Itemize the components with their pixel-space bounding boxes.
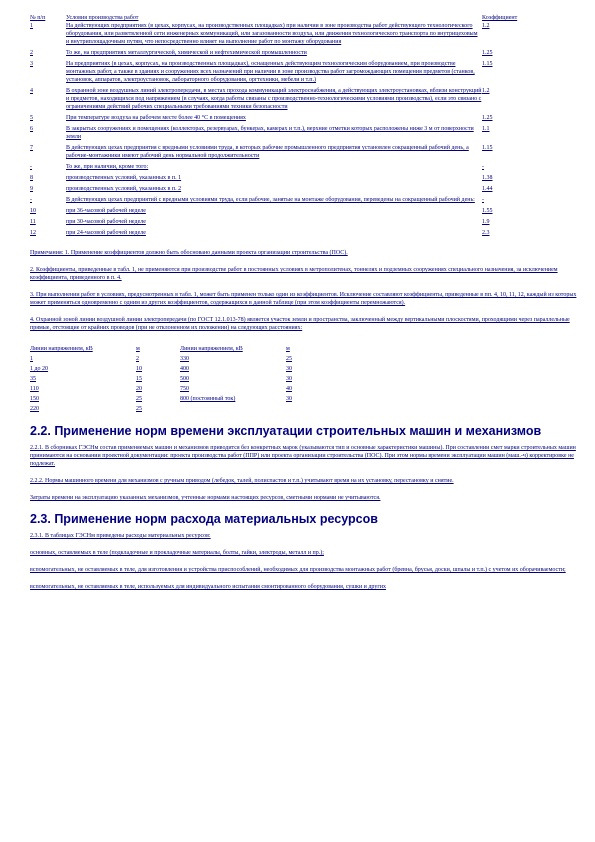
row-number[interactable]: 8 <box>30 175 33 181</box>
row-condition[interactable]: при 24-часовой рабочей неделе <box>66 230 146 236</box>
row-number[interactable]: 7 <box>30 145 33 151</box>
notes <box>30 249 578 332</box>
row-number[interactable]: 12 <box>30 230 36 236</box>
distance-voltage: 35 <box>30 376 36 382</box>
table-row <box>30 229 578 240</box>
row-coefficient[interactable]: 1.15 <box>482 145 493 151</box>
row-number[interactable]: 10 <box>30 208 36 214</box>
distance-voltage <box>180 404 286 414</box>
table-header-row <box>30 14 578 22</box>
row-coefficient[interactable]: 1.25 <box>482 115 493 121</box>
table-row <box>30 185 578 196</box>
row-number[interactable]: 11 <box>30 219 36 225</box>
distance-meters: 30 <box>286 396 292 402</box>
table-row <box>30 207 578 218</box>
row-number[interactable]: 5 <box>30 115 33 121</box>
table-row <box>30 144 578 163</box>
row-condition[interactable]: В действующих цехах предприятий с вредными условиями труда, если рабочие, занятые на монтаже оборудования, переведены на сокращенный рабочий день: <box>66 197 475 203</box>
row-coefficient[interactable]: 1.15 <box>482 61 493 67</box>
row-condition[interactable]: На действующих предприятиях (в цехах, корпусах, на производственных площадках) при наличии в зоне производства работ действующего технологического оборудования, или разветвленной сети инженерных коммуникаций, или загазованности воздуха, или движения технологического транспорта по внутрицеховым и внутриплощадочным путям, что непосредственно влияет на выполнение работ по монтажу оборудования <box>66 23 478 45</box>
row-condition[interactable]: В охранной зоне воздушных линий электропередачи, в местах прохода коммуникаций электроснабжения, а действующих электроустановках, вблизи конструкций и предметов, находящихся под напряжением (в случаях, когда работы связаны с производственно-технологическими условиями производства), если это связано с ограничениями действий рабочих специальными требованиями техники безопасности <box>66 88 482 110</box>
row-condition[interactable]: производственных условий, указанных в п. 1 <box>66 175 182 181</box>
distance-meters: 10 <box>136 366 142 372</box>
table-row <box>30 114 578 125</box>
distance-voltage: 150 <box>30 396 39 402</box>
distance-meters: 15 <box>136 376 142 382</box>
row-coefficient[interactable]: 2.3 <box>482 230 490 236</box>
distance-voltage: 220 <box>30 406 39 412</box>
row-number[interactable]: - <box>30 197 32 203</box>
conditions-table <box>30 14 578 240</box>
header-number: № п/п <box>30 15 46 21</box>
row-number[interactable]: - <box>30 164 32 170</box>
section-2-2-paragraph[interactable]: Затраты времени на эксплуатацию указанных механизмов, учтенные нормами настоящих ресурсов, сметными нормами не учитываются. <box>30 495 381 501</box>
distance-voltage: 800 (постоянный ток) <box>180 396 236 402</box>
row-condition[interactable]: То же, на предприятиях металлургической, химической и нефтехимической промышленности <box>66 50 307 56</box>
distance-voltage: 1 до 20 <box>30 366 49 372</box>
row-coefficient[interactable]: 1.38 <box>482 175 493 181</box>
row-number[interactable]: 1 <box>30 23 33 29</box>
distance-row <box>30 384 326 394</box>
note-4: 4. Охранной зоной линии воздушной линии электропередачи (по ГОСТ 12.1.013-78) является участок земли и пространства, заключенный между вертикальными плоскостями, проходящими через параллельные прямые, отстоящие от крайних проводов (при не отклоненном их положении) на следующих расстояниях: <box>30 317 570 331</box>
section-2-3-paragraph[interactable]: 2.3.1. В таблицах ГЭСНм приведены расходы материальных ресурсов: <box>30 533 211 539</box>
distance-row <box>30 364 326 374</box>
distance-voltage: 110 <box>30 386 39 392</box>
distance-row <box>30 404 326 414</box>
header-coefficient: Коэффициент <box>482 15 518 21</box>
distance-header-m-2: м <box>286 346 290 352</box>
row-condition[interactable]: В закрытых сооружениях и помещениях (коллекторах, резервуарах, бункерах, камерах и т.п.), верхние отметки которых расположены ниже 3 м от поверхности земли <box>66 126 474 140</box>
distance-meters: 25 <box>136 396 142 402</box>
row-condition[interactable]: производственных условий, указанных в п. 2 <box>66 186 182 192</box>
table-row <box>30 218 578 229</box>
distance-header-voltage-1: Линии напряжением, кВ <box>30 346 93 352</box>
distance-header-row <box>30 344 326 354</box>
row-number[interactable]: 9 <box>30 186 33 192</box>
distance-header-m-1: м <box>136 346 140 352</box>
distance-row <box>30 394 326 404</box>
distance-table <box>30 344 326 414</box>
section-2-2-title: 2.2. Применение норм времени эксплуатации строительных машин и механизмов <box>30 424 542 438</box>
row-coefficient[interactable]: - <box>482 197 484 203</box>
table-row <box>30 49 578 60</box>
row-condition[interactable]: при 30-часовой рабочей неделе <box>66 219 146 225</box>
row-coefficient[interactable]: 1.2 <box>482 23 490 29</box>
distance-meters: 30 <box>286 376 292 382</box>
row-number[interactable]: 4 <box>30 88 33 94</box>
distance-meters: 40 <box>286 386 292 392</box>
row-condition[interactable]: В действующих цехах предприятия с вредными условиями труда, в которых рабочие промышленного предприятия установлен сокращенный рабочий день, а рабочие-монтажники имеют рабочий день нормальной продолжительности <box>66 145 469 159</box>
distance-voltage: 330 <box>180 356 189 362</box>
row-coefficient[interactable]: 1.55 <box>482 208 493 214</box>
section-2-3-paragraph[interactable]: основных, оставляемых в теле (подкладочные и прокладочные материалы, болты, гайки, электроды, металл и пр.); <box>30 550 324 556</box>
row-coefficient[interactable]: 1.25 <box>482 50 493 56</box>
distance-voltage: 400 <box>180 366 189 372</box>
row-coefficient[interactable]: 1.9 <box>482 219 490 225</box>
row-number[interactable]: 6 <box>30 126 33 132</box>
section-2-2-paragraph[interactable]: 2.2.2. Нормы машинного времени для механизмов с ручным приводом (лебедок, талей, полиспастов и т.п.) учитывают время на их установку, перестановку и снятие. <box>30 478 454 484</box>
document-page <box>30 14 578 600</box>
note-3: 3. При выполнении работ в условиях, предусмотренных в табл. 1, может быть применен только один из коэффициентов. Исключение составляют коэффициенты, приведенные в пп. 4, 10, 11, 12, каждый из которых может применяться одновременно с одним из других коэффициентов, содержащихся в данной таблице (при этом коэффициенты перемножаются). <box>30 292 577 306</box>
table-row <box>30 22 578 49</box>
distance-voltage: 1 <box>30 356 33 362</box>
row-coefficient[interactable]: - <box>482 164 484 170</box>
distance-header-voltage-2: Линии напряжением, кВ <box>180 346 243 352</box>
row-condition[interactable]: То же, при наличии, кроме того: <box>66 164 149 170</box>
section-2-2-paragraph[interactable]: 2.2.1. В сборниках ГЭСНм состав применяемых машин и механизмов приводится без конкретных марок (указываются тип и основные характеристики машины). При составлении смет марки строительных машин принимаются на основании проектной документации: проекта производства работ (ППР) или проекта организации строительства (ПОС). При этом нормы времени эксплуатации машин (маш.-ч) корректировке не подлежат. <box>30 445 576 467</box>
row-coefficient[interactable]: 1.2 <box>482 88 490 94</box>
table-row <box>30 174 578 185</box>
distance-meters <box>286 404 326 414</box>
distance-meters: 25 <box>286 356 292 362</box>
distance-voltage: 500 <box>180 376 189 382</box>
distance-row <box>30 374 326 384</box>
row-condition[interactable]: На предприятиях (в цехах, корпусах, на производственных площадках), оснащенных действующим технологическим оборудованием, при производстве монтажных работ, а также в зданиях и сооружениях всех назначений при наличии в зоне производства работ загромождающих помещения предметов (станков, установок, аппаратов, электроустановок, лабораторного оборудования, оргтехники, мебели и т.п.) <box>66 61 475 83</box>
section-2-3-paragraph[interactable]: вспомогательных, не оставляемых в теле, используемых для индивидуального испытания смонтированного оборудования, сушки и других <box>30 584 387 590</box>
distance-meters: 30 <box>286 366 292 372</box>
row-number[interactable]: 3 <box>30 61 33 67</box>
note-1: Примечания: 1. Применение коэффициентов должно быть обосновано данными проекта организации строительства (ПОС). <box>30 250 348 256</box>
distance-meters: 20 <box>136 386 142 392</box>
row-condition[interactable]: При температуре воздуха на рабочем месте более 40 °С в помещениях <box>66 115 246 121</box>
row-coefficient[interactable]: 1.44 <box>482 186 493 192</box>
table-row <box>30 196 578 207</box>
row-number[interactable]: 2 <box>30 50 33 56</box>
table-row <box>30 87 578 114</box>
distance-meters: 2 <box>136 356 139 362</box>
row-coefficient[interactable]: 1.1 <box>482 126 490 132</box>
distance-row <box>30 354 326 364</box>
header-conditions: Условия производства работ <box>66 15 139 21</box>
section-2-3-title: 2.3. Применение норм расхода материальных ресурсов <box>30 512 378 526</box>
table-row <box>30 125 578 144</box>
table-row <box>30 60 578 87</box>
note-2: 2. Коэффициенты, приведенные в табл. 1, не применяются при производстве работ в постоянных условиях в метрополитенах, тоннелях и подземных сооружениях специального назначения, за исключением коэффициента, приведенного в п. 4. <box>30 267 558 281</box>
distance-voltage: 750 <box>180 386 189 392</box>
section-2-3-paragraph[interactable]: вспомогательных, не оставляемых в теле, для изготовления и устройства приспособлений, необходимых для производства монтажных работ (бревна, брусья, доски, шпалы и т.п.) с учетом их оборачиваемости; <box>30 567 566 573</box>
table-row <box>30 163 578 174</box>
row-condition[interactable]: при 36-часовой рабочей неделе <box>66 208 146 214</box>
distance-meters: 25 <box>136 406 142 412</box>
